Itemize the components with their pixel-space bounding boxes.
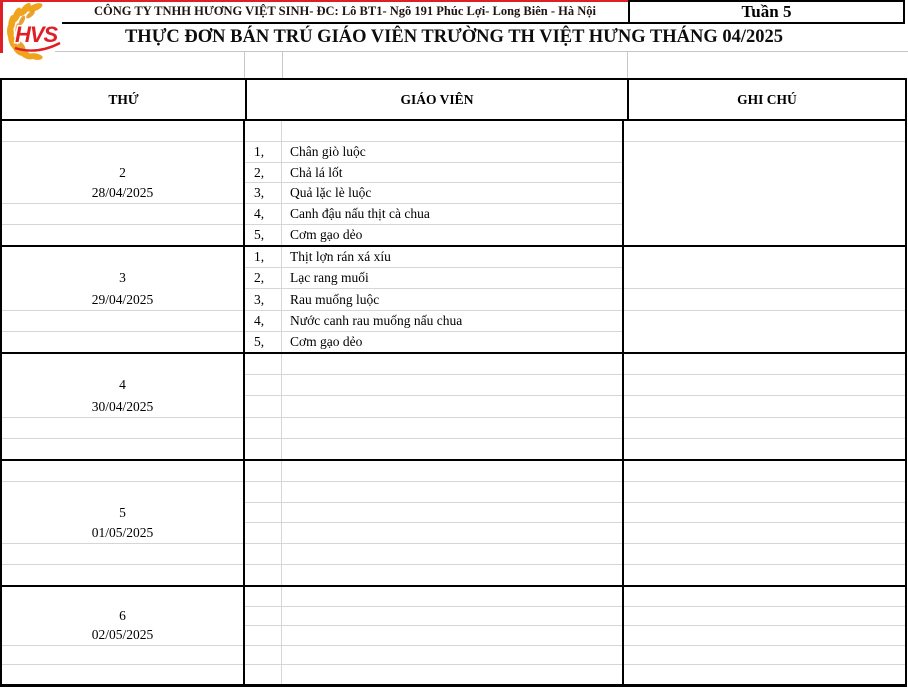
day-date: 01/05/2025 xyxy=(91,525,154,541)
menu-block-monday xyxy=(2,121,905,247)
dish-column xyxy=(282,461,624,585)
day-number: 2 xyxy=(119,164,126,180)
menu-item: Cơm gạo dẻo xyxy=(282,224,622,245)
dish-column xyxy=(282,354,624,459)
day-date: 28/04/2025 xyxy=(91,185,154,201)
menu-item: Chả lá lốt xyxy=(282,162,622,183)
item-number-column xyxy=(245,461,282,585)
page-title: THỰC ĐƠN BÁN TRÚ GIÁO VIÊN TRƯỜNG TH VIỆT HƯNG THÁNG 04/2025 xyxy=(124,27,784,47)
company-address: CÔNG TY TNHH HƯƠNG VIỆT SINH- ĐC: Lô BT1- Ngõ 191 Phúc Lợi- Long Biên - Hà Nội xyxy=(62,0,628,24)
menu-block-tuesday xyxy=(2,247,905,354)
item-number-column xyxy=(245,587,282,684)
title-underline xyxy=(55,51,908,52)
item-number-column: 1, 2, 3, 4, 5, xyxy=(245,121,282,245)
menu-table xyxy=(0,78,907,687)
menu-item: Rau muống luộc xyxy=(282,288,622,309)
menu-item: Lạc rang muối xyxy=(282,267,622,288)
day-date: 30/04/2025 xyxy=(91,398,154,414)
menu-item: Thịt lợn rán xá xíu xyxy=(290,249,391,265)
week-badge xyxy=(628,0,905,24)
column-header-thu: THỨ xyxy=(2,80,247,119)
weekday-cell xyxy=(2,461,245,585)
day-number: 4 xyxy=(119,377,126,393)
weekday-cell xyxy=(2,247,245,352)
gridline xyxy=(627,52,628,78)
item-number-column: 1, 2, 3, 4, 5, xyxy=(245,247,282,352)
weekday-cell xyxy=(2,587,245,684)
dish-column xyxy=(282,121,624,245)
menu-item: Canh đậu nấu thịt cà chua xyxy=(282,203,622,224)
item-number-column xyxy=(245,354,282,459)
note-cell xyxy=(624,247,905,352)
menu-block-friday xyxy=(2,587,905,684)
day-number: 3 xyxy=(119,270,126,286)
menu-block-wednesday xyxy=(2,354,905,461)
week-label: Tuần 5 xyxy=(741,2,792,21)
menu-item: Nước canh rau muống nấu chua xyxy=(282,310,622,331)
note-cell xyxy=(624,121,905,245)
note-cell xyxy=(624,587,905,684)
menu-item: Quả lặc lè luộc xyxy=(282,182,622,203)
dish-column xyxy=(282,587,624,684)
gridline xyxy=(282,52,283,78)
dish-column xyxy=(282,247,624,352)
menu-item: Chân giò luộc xyxy=(282,141,622,162)
column-header-giaovien: GIÁO VIÊN xyxy=(247,80,629,119)
weekday-cell xyxy=(2,121,245,245)
day-date: 02/05/2025 xyxy=(91,627,154,643)
note-cell xyxy=(624,461,905,585)
day-number: 5 xyxy=(119,504,126,520)
menu-item: Cơm gạo dẻo xyxy=(282,331,622,352)
menu-block-thursday xyxy=(2,461,905,587)
weekday-cell xyxy=(2,354,245,459)
table-header-row xyxy=(2,80,905,121)
logo-text: HVS xyxy=(15,22,58,47)
day-number: 6 xyxy=(119,607,126,623)
column-header-ghichu: GHI CHÚ xyxy=(737,91,797,107)
day-date: 29/04/2025 xyxy=(91,291,154,307)
note-cell xyxy=(624,354,905,459)
gridline xyxy=(244,52,245,78)
